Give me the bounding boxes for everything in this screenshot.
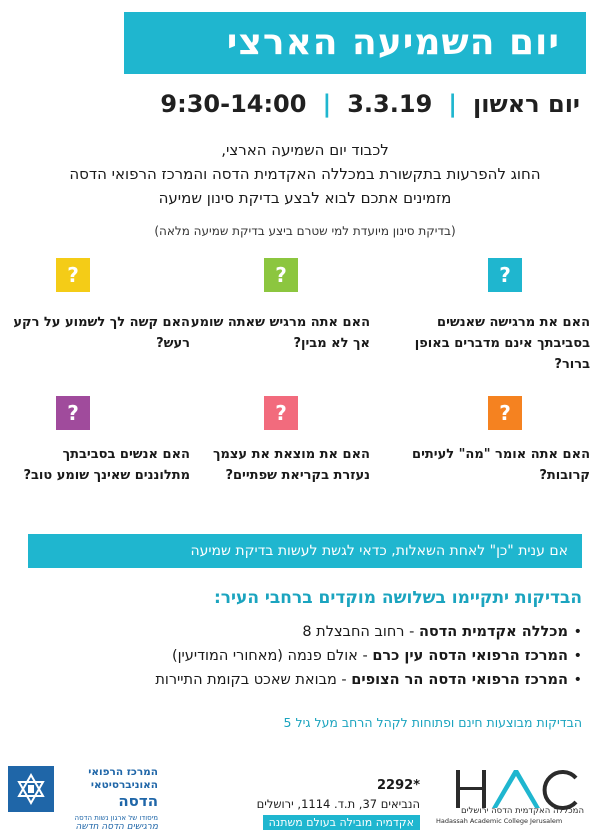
intro-line: מזמינים אתכם לבוא לבצע בדיקת סינון שמיעה [158,189,452,207]
location-name: המרכז הרפואי הדסה עין כרם [372,648,568,664]
hadassah-sub: מיסודו של ארגון נשות הדסה [74,814,158,822]
locations-heading: הבדיקות יתקיימו בשלושה מוקדים ברחבי העיר: [213,588,582,608]
hadassah-emblem-icon [8,766,54,812]
intro-line: החוג להפרעות בתקשורת במכללה האקדמית הדסה והמרכז הרפואי הדסה [69,165,541,183]
hadassah-logo [8,766,160,832]
hadassah-line: הדסה [118,792,158,810]
locations-list [30,620,582,692]
question-text: האם אנשים בסביבתך מתלוננים שאינך שומע טוב? [23,447,190,483]
contact-info [240,778,420,830]
location-name: מכללה אקדמית הדסה [418,624,568,640]
hadassah-line: האוניברסיטאי [90,779,158,791]
phone-code: *2292 [377,778,420,793]
separator: | [322,90,332,118]
question-text: האם אתה אומר "מה" לעיתים קרובות? [412,447,590,483]
location-detail: - אולם פנמה (מאחורי המודיעין) [171,648,373,664]
location-item [30,668,582,692]
hadassah-line: המרכז הרפואי [88,766,158,778]
location-item [30,620,582,644]
question-text: האם את מרגישה שאנשים בסביבתך אינם מדברים באופן ברור? [414,315,590,372]
question-text: האם אתה מרגיש שאתה שומע אך לא מבין? [190,315,370,351]
question-mark-icon: ? [56,258,90,292]
question-mark-icon: ? [488,396,522,430]
yes-banner: אם ענית "כן" לאחת השאלות, כדאי לגשת לעשות בדיקת שמיעה [28,534,582,568]
question-mark-icon: ? [56,396,90,430]
hac-subtitle-en: Hadassah Academic College Jerusalem [436,817,563,825]
hac-logo [430,768,590,826]
question-mark-icon: ? [264,396,298,430]
location-name: המרכז הרפואי הדסה הר הצופים [351,672,568,688]
title-banner [124,12,586,74]
intro-text [20,138,590,210]
event-day: יום ראשון [473,90,580,118]
question-mark-icon: ? [488,258,522,292]
intro-note: (בדיקת סינון מיועדת למי שטרם ביצע בדיקת שמיעה מלאה) [154,224,456,238]
question-text: האם קשה לך לשמוע על רקע רעש? [13,315,190,351]
hadassah-name [58,766,158,810]
page-title: יום השמיעה הארצי [226,22,560,63]
hadassah-script: מרגישים הדסה חדשה [75,822,158,832]
address: הנביאים 37, ת.ד. 1114, ירושלים [256,797,420,811]
slogan-badge: אקדמיה מובילה בעולם משתנה [263,815,420,830]
hac-subtitle-he: המכללה האקדמית הדסה ירושלים [461,806,584,816]
free-tests-note: הבדיקות מבוצעות חינם ופתוחות לקהל הרחב מעל גיל 5 [283,715,582,730]
separator: | [448,90,458,118]
location-item [30,644,582,668]
event-time: 9:30-14:00 [160,90,307,118]
date-line [60,84,580,124]
question-text: האם את מוצאת את עצמך נעזרת בקריאת שפתיים? [212,447,370,483]
location-detail: - מבואת שאכט בקומת התיירות [155,672,352,688]
event-date: 3.3.19 [347,90,433,118]
question-mark-icon: ? [264,258,298,292]
intro-line: לכבוד יום השמיעה הארצי, [221,141,389,159]
location-detail: - רחוב החבצלת 8 [302,624,419,640]
